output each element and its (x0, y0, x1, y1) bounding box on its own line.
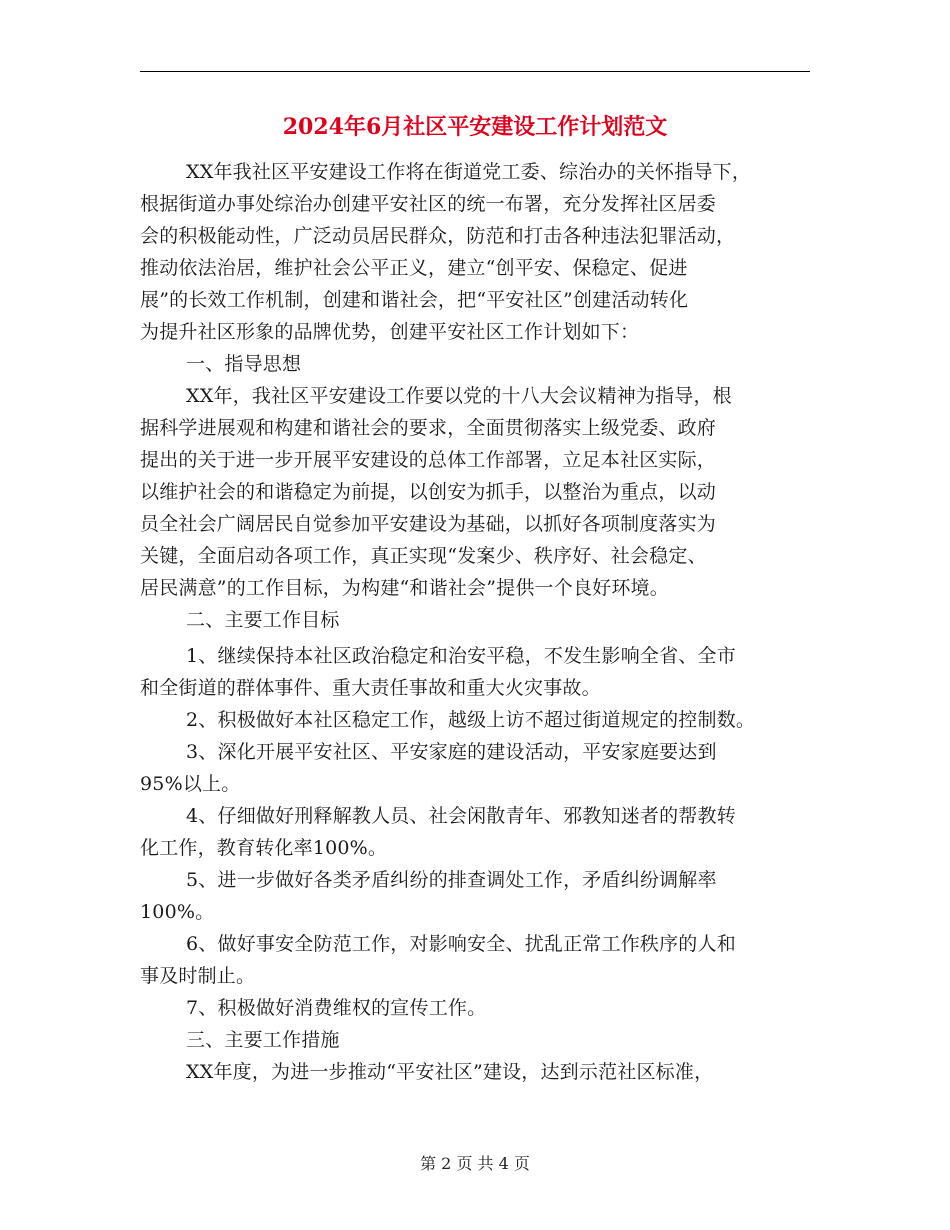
body-line: 关键，全面启动各项工作，真正实现“发案少、秩序好、社会稳定、 (140, 545, 707, 567)
section-heading: 二、主要工作目标 (186, 609, 340, 631)
body-line: 展”的长效工作机制，创建和谐社会，把“平安社区”创建活动转化 (140, 289, 689, 311)
body-line: 员全社会广阔居民自觉参加平安建设为基础，以抓好各项制度落实为 (140, 513, 717, 535)
list-item: 6、做好事安全防范工作，对影响安全、扰乱正常工作秩序的人和 (186, 933, 736, 955)
body-line: XX年度，为进一步推动“平安社区”建设，达到示范社区标准， (186, 1061, 714, 1083)
body-line: 据科学进展观和构建和谐社会的要求，全面贯彻落实上级党委、政府 (140, 417, 717, 439)
body-line: XX年，我社区平安建设工作要以党的十八大会议精神为指导，根 (186, 385, 732, 407)
body-line: 居民满意”的工作目标，为构建“和谐社会”提供一个良好环境。 (140, 577, 669, 599)
list-item: 7、积极做好消费维权的宣传工作。 (186, 997, 487, 1019)
body-line: 推动依法治居，维护社会公平正义，建立“创平安、保稳定、促进 (140, 257, 688, 279)
body-line: XX年我社区平安建设工作将在街道党工委、综治办的关怀指导下， (186, 161, 752, 183)
list-item: 3、深化开展平安社区、平安家庭的建设活动，平安家庭要达到 (186, 741, 717, 763)
list-item-continuation: 事及时制止。 (140, 965, 256, 987)
list-item-continuation: 化工作，教育转化率100%。 (140, 837, 388, 859)
document-title: 2024年6月社区平安建设工作计划范文 (282, 114, 668, 140)
body-line: 根据街道办事处综治办创建平安社区的统一布署，充分发挥社区居委 (140, 193, 717, 215)
list-item-continuation: 95%以上。 (140, 773, 241, 795)
page-number: 第 2 页 共 4 页 (420, 1154, 530, 1173)
body-line: 提出的关于进一步开展平安建设的总体工作部署，立足本社区实际， (140, 449, 717, 471)
list-item: 2、积极做好本社区稳定工作，越级上访不超过街道规定的控制数。 (186, 709, 756, 731)
body-line: 会的积极能动性，广泛动员居民群众，防范和打击各种违法犯罪活动， (140, 225, 736, 247)
section-heading: 三、主要工作措施 (186, 1029, 340, 1051)
list-item: 5、进一步做好各类矛盾纠纷的排查调处工作，矛盾纠纷调解率 (186, 869, 717, 891)
list-item-continuation: 和全街道的群体事件、重大责任事故和重大火灾事故。 (140, 677, 601, 699)
body-line: 为提升社区形象的品牌优势，创建平安社区工作计划如下： (140, 321, 640, 343)
body-line: 以维护社会的和谐稳定为前提，以创安为抓手，以整治为重点，以动 (140, 481, 717, 503)
list-item: 1、继续保持本社区政治稳定和治安平稳，不发生影响全省、全市 (186, 645, 736, 667)
section-heading: 一、指导思想 (186, 353, 302, 375)
header-rule (140, 71, 810, 72)
list-item: 4、仔细做好刑释解教人员、社会闲散青年、邪教知迷者的帮教转 (186, 805, 736, 827)
list-item-continuation: 100%。 (140, 901, 215, 923)
